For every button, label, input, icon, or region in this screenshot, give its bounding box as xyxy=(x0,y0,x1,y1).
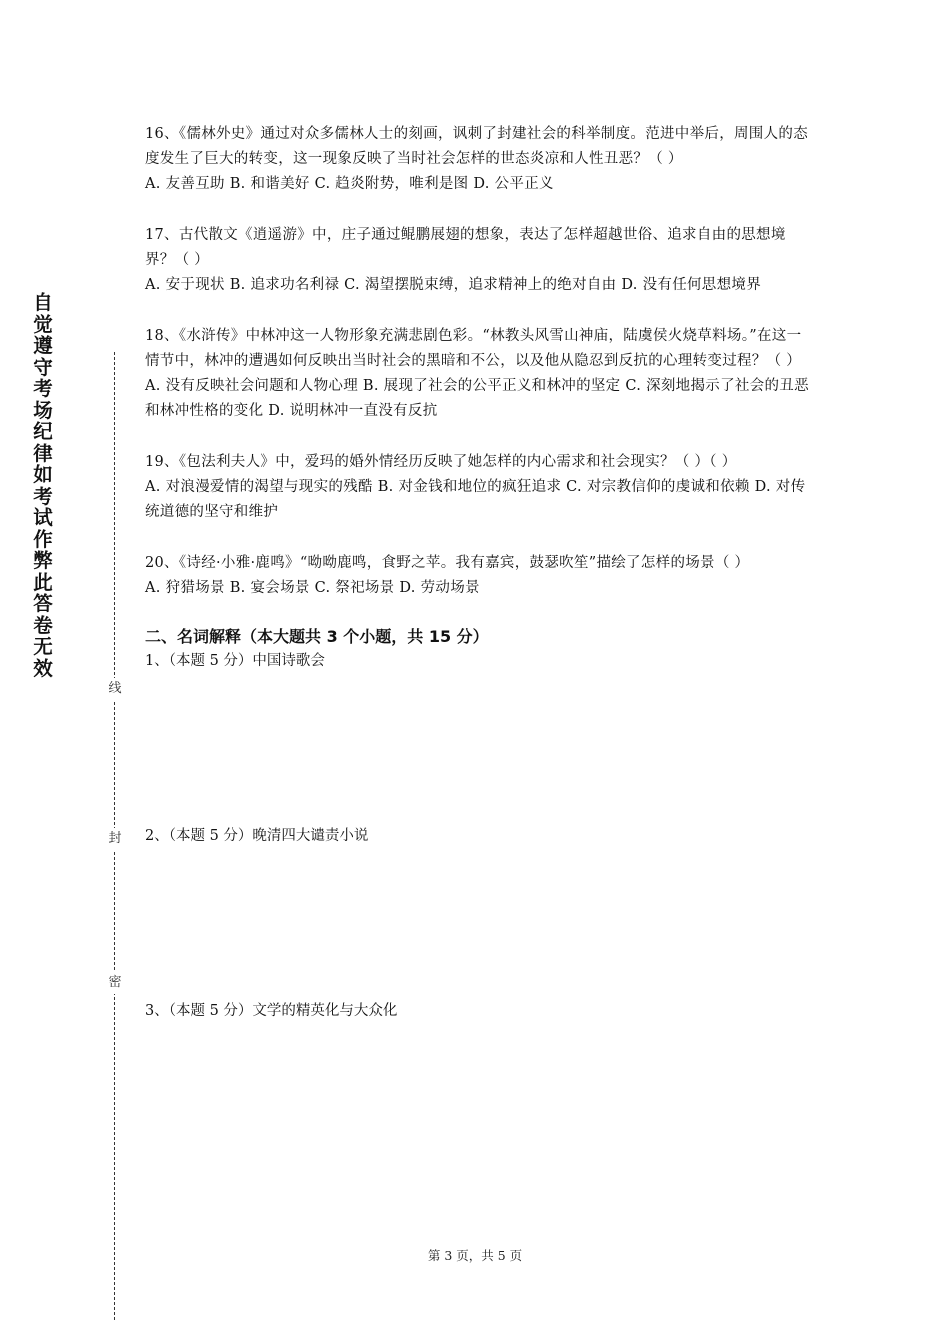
binding-mark-line: 线 xyxy=(106,678,124,700)
term-question-label: 2、（本题 5 分）晚清四大谴责小说 xyxy=(145,828,369,844)
question-18 xyxy=(145,324,810,424)
question-stem: 17、古代散文《逍遥游》中，庄子通过鲲鹏展翅的想象，表达了怎样超越世俗、追求自由的思想境界？（ ） xyxy=(145,227,786,268)
exam-discipline-warning: 自觉遵守考场纪律如考试作弊此答卷无效 xyxy=(33,291,53,680)
term-question-1 xyxy=(145,649,810,824)
term-question-label: 3、（本题 5 分）文学的精英化与大众化 xyxy=(145,1003,398,1019)
term-question-label: 1、（本题 5 分）中国诗歌会 xyxy=(145,653,325,669)
question-17 xyxy=(145,223,810,298)
question-options: A. 友善互助 B. 和谐美好 C. 趋炎附势，唯利是图 D. 公平正义 xyxy=(145,176,554,192)
term-question-3 xyxy=(145,999,810,1174)
term-question-2 xyxy=(145,824,810,999)
question-20 xyxy=(145,551,810,601)
question-stem: 20、《诗经·小雅·鹿鸣》“呦呦鹿鸣，食野之苹。我有嘉宾，鼓瑟吹笙”描绘了怎样的场景（ ） xyxy=(145,555,750,571)
section-2-title: 二、名词解释（本大题共 3 个小题，共 15 分） xyxy=(145,627,489,646)
question-stem: 18、《水浒传》中林冲这一人物形象充满悲剧色彩。“林教头风雪山神庙，陆虞侯火烧草料场。”在这一情节中，林冲的遭遇如何反映出当时社会的黑暗和不公，以及他从隐忍到反抗的心理转变过程？（ ） xyxy=(145,328,802,369)
question-19 xyxy=(145,450,810,525)
binding-mark-secret: 密 xyxy=(106,972,124,994)
question-options: A. 狩猎场景 B. 宴会场景 C. 祭祀场景 D. 劳动场景 xyxy=(145,580,480,596)
question-stem: 19、《包法利夫人》中，爱玛的婚外情经历反映了她怎样的内心需求和社会现实？（ ）（ ） xyxy=(145,454,737,470)
question-stem: 16、《儒林外史》通过对众多儒林人士的刻画，讽刺了封建社会的科举制度。范进中举后，周围人的态度发生了巨大的转变，这一现象反映了当时社会怎样的世态炎凉和人性丑恶？（ ） xyxy=(145,126,808,167)
question-options: A. 没有反映社会问题和人物心理 B. 展现了社会的公平正义和林冲的坚定 C. 深刻地揭示了社会的丑恶和林冲性格的变化 D. 说明林冲一直没有反抗 xyxy=(145,378,809,419)
question-options: A. 安于现状 B. 追求功名利禄 C. 渴望摆脱束缚，追求精神上的绝对自由 D. 没有任何思想境界 xyxy=(145,277,762,293)
question-options: A. 对浪漫爱情的渴望与现实的残酷 B. 对金钱和地位的疯狂追求 C. 对宗教信仰的虔诚和依赖 D. 对传统道德的坚守和维护 xyxy=(145,479,806,520)
question-content xyxy=(145,122,810,1174)
question-16 xyxy=(145,122,810,197)
binding-mark-seal: 封 xyxy=(106,828,124,850)
page-number: 第 3 页，共 5 页 xyxy=(427,1248,523,1263)
